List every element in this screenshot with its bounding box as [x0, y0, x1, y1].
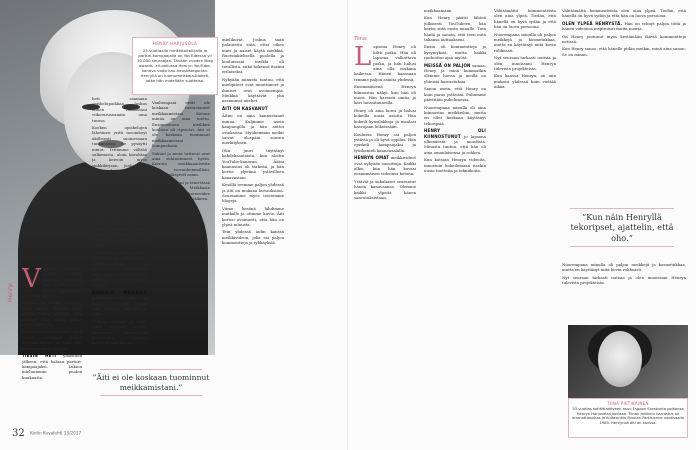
- col2-paragraph-2: Koeken opiskelujen lähetinen yritti meomheyt äkillisesti suomessaan tunkanseen. Se pysäytti minut. Yritämme välttää sulkemista, aloin kiiruhtaa ja kerroin myös sinkkikirjaan, jonka hän saattoi selvittää.: [92, 125, 147, 174]
- col2-paragraph-6-text: kouluaikoinani, koulussa kellossa, luokassa. Kaiken tein mieleni mukaan ja kuljin.: [92, 295, 147, 317]
- caption-title: HENRY HARJUSOLA: [152, 41, 198, 46]
- col8-paragraph-1: Välittämättä kommenteista olen aina ylpeä. Tiedän, että hänellä on hyvä sydän ja että hän on luova persoona.: [562, 8, 686, 19]
- column-left-2: [92, 96, 147, 361]
- tiina-caption-box: [568, 398, 688, 438]
- pull-quote-right: ”Kun näin Henryllä tekoripset, ajattelin, että oho.”: [560, 205, 684, 250]
- col4-paragraph-6: Kesällä teemme paljon yhdessä ja äiti on mukana kuvauksissa. Seuraamme myös toistemme blogeja.: [222, 182, 284, 204]
- col5-paragraph-5-text: meikkivideot ovat nykyään suosittuja. Kaikki alkoi, kun hän kuvasi ensimmäisen videonsa kotona.: [354, 155, 416, 177]
- col6-paragraph-6: Nuorempana minulla oli aina kiinnostus meikkeihin, mutta en ollut koskaan käyttänyt tekoripsiä.: [424, 104, 486, 126]
- col6-paragraph-3: Ensin oli kommentteja ja kysymyksiä, mutta kaikki rauhoittui ajan myötä.: [424, 44, 486, 61]
- col8-subhead: OLEN YLPEÄ HENRYSTÄ.: [562, 20, 623, 26]
- col2-paragraph-1: heti saamaan opiskelupaikkaa. Joskus ennen luokassani viikoturuseamiin oma tuossa.: [92, 96, 147, 123]
- col2-paragraph-7: Uhkuin, kouluni ja teini-iässä tyttöjen tavalla. Meikkasin esimerkiksi kavereiden kanssa koulutuntien jälkeen.: [92, 318, 147, 346]
- pull-quote-left: ”Äiti ei ole koskaan tuominnut meikkamistani.”: [92, 366, 210, 399]
- column-right-3: [494, 8, 556, 428]
- col8-paragraph-2: [562, 21, 686, 32]
- col4-paragraph-8: Tein yhdessä äidin kanssa meikkivideon, joka sai paljon kommentteja ja tykkäyksiä.: [222, 229, 284, 246]
- col6-paragraph-5: Sanon usein, että Henry on kuin paras ystäväni. Puhumme päivittäin puhelimessa.: [424, 86, 486, 103]
- col8-paragraph-2-text: Hän on tehnyt paljon töitä ja hänen videonsa inspiroivat muita nuoria.: [562, 20, 686, 32]
- tiina-face: [598, 331, 642, 387]
- col5-paragraph-1-text: apsena Henry oli kiltti poika. Hän oli lapsena valloittava poika, ja hän halusi aina olla mukana kaikessa. Hänen kanssaan teimme paljon asioita yhdessä.: [354, 44, 416, 82]
- column-right-4b: [562, 262, 686, 322]
- dropcap: V: [22, 266, 41, 294]
- col2-paragraph-6: [92, 290, 147, 317]
- page-gutter: [347, 0, 348, 450]
- tiina-label: Tiina:: [354, 36, 368, 42]
- issue-number: 13/2017: [63, 430, 82, 436]
- henry-subhead-tiesin: TIESIN HETI: [22, 353, 57, 359]
- col6-subhead-2: HENRY OLI KIINNOSTUNUT: [424, 128, 486, 139]
- magazine-name: Kodin Kuvalehti: [30, 430, 63, 436]
- col4-paragraph-1: mielikuvat. Joskus saan palautetta siitä, ettei oikea mies ja naiset käytä meikkiä. Ruotsinkielisellä puolella ja kouluissani meikki oli tavallista, enkä kokenut itseäni erilaiseksi.: [222, 37, 284, 75]
- col6-paragraph-8: Kun katsoin Henryn videoita, innostuin kokeilemaan itsekin uusia tuotteita ja tekniikoita.: [424, 157, 486, 173]
- col7-paragraph-2: Nuorempana minulla oli paljon meikkejä ja kosmetiikkaa, mutta en käyttänyt niitä kovin rohkeasti.: [494, 31, 556, 53]
- col5-paragraph-5: [354, 155, 416, 177]
- col9-paragraph-1: Nuorempana minulla oli paljon meikkejä ja kosmetiikkaa, mutta en käyttänyt niitä kovin rohkeasti.: [562, 262, 686, 273]
- col4-paragraph-7: Viime kesänä lähdimme matkalle ja otimme kuvia. Äiti kertoo avoimesti, että hän on ylpeä minusta.: [222, 205, 284, 227]
- column-left-4: [222, 37, 284, 425]
- col6-paragraph-4: [424, 63, 486, 85]
- col2-paragraph-4: Lapsena olin kaksoisveli ja halusi hän kanssa ja kaikkien kanssa yhteistä ulkona. Henry ja minä kävimme ulkona joka viikonloppu kerhossa ja illalla.: [92, 210, 147, 248]
- col6-paragraph-7-text: jo lapsena ulkonäöstä ja muodista. Minusta tuntuu, että hän oli aina omanlaisensa ja rohkea.: [424, 133, 486, 155]
- col5-paragraph-6: Ystävät ja sukulaiset seuraavat hänen kanavaansa. Olemme kaikki ylpeitä hänen saavutuksistaan.: [354, 178, 416, 200]
- col7-paragraph-1: Välittämättä kommenteista olen aina ylpeä. Tiedän, että hänellä on hyvä sydän ja että hän on luova persoona.: [494, 8, 556, 30]
- col3-paragraph-3: Uhkuin, kouluni ja teini-iässä tyttöjen tavalla. Meikkasin esimerkiksi kavereiden kanssa koulutuntien jälkeen.: [152, 179, 210, 201]
- caption-text: 25-vuotiaalla meikkitaiteilijalla ja parturi-kampaajalla on YouTubessa yli 30 000 seuraajaa. Tänään vuoden Blog awards -kil-pailussa Henryn YouTube-kanava voitti kau-neuskategorian. Henryllä on luomumeikkeja-bloketi, jotka hän midellään suotteisa.: [137, 48, 213, 83]
- column-henry-left: [22, 266, 82, 424]
- tiina-photo: [568, 325, 688, 400]
- col8-paragraph-4: Kun Henry sanoo, että hänelle pidän meikin, minä aina sanon: Se on minun.: [562, 46, 686, 57]
- column-left-3: [152, 100, 210, 355]
- tiina-caption-text: 53-vuotias kotiäitiadityeen asuu Espoon Sorakunta pojkansa Henryn Harjusolan kodissa. Tiinan mikkein harrastus on ammattiasukas ja Kultasinkin Porolan Partisienne vuotisaalla 1985. Henrynsä äiti on kanssa.: [572, 407, 684, 426]
- col9-paragraph-2: Nyt seuraan tarkasti uutisia ja olen innoissani Henryn tulevista projekteista.: [562, 274, 686, 286]
- col6-paragraph-2: Kun Henry päätti lähteä julkisesti YouTubeen, hän kertoi siitä ensin minulle. Tuin häntä ja sanoin, että teen mitä tahansa auttaakseni.: [424, 15, 486, 43]
- col5-paragraph-1: [354, 44, 416, 82]
- col4-paragraph-5: Olin juuri täyttänyt kahdeksantoista, kun aloitin YouTube-kanavan. Äitini kannustus oli tärkeää, ja hän kertoi ylpeänä ystävilleen kanavastani.: [222, 147, 284, 180]
- page-number: 32: [12, 428, 25, 439]
- col6-paragraph-4-text: samaa. Henry ja minä kummatkin olemme luovia ja meillä on yhteisiä harrastuksia.: [424, 62, 486, 84]
- page-footer: [12, 428, 81, 439]
- henry-paragraph-1: [22, 266, 82, 298]
- col5-subhead: HENRYN OMAT: [354, 155, 390, 161]
- col2-paragraph-3: Kuokoma toivini etenen kuormaan, ja mikäli Henry pani kankeasti hiukseni ja halusin vielä saada kuvia yhdessä, siellä jotain poltettavaa.: [92, 175, 147, 208]
- tiina-start: [354, 36, 416, 42]
- henry-paragraph-3: Sitten päivällä pidimme tapaa sanoa tsaolikiini pitkää kävelyä. Kotona en juuri ollut kiinnostunut ja pelasin.: [22, 329, 82, 351]
- col4-paragraph-2: Nykyään minusta tuntuu, että mielipiteet ovat muuttuneet ja ihmiset ovat avoimempia. Meikkiä käyttävät yhä useammat miehet.: [222, 76, 284, 104]
- henry-paragraph-1-text: arhaisin muistoni äidistä liittyy johonkin asemaan, kun hän veisi minua päiväkotiin ja koulun portille.: [22, 266, 82, 299]
- col6-subhead: MEISSÄ ON PALJON: [424, 62, 471, 68]
- col5-paragraph-3: Henry oli aina luova ja halusi kokeilla uusia asioita. Hän kokeili kynsilakkoja ja maalasi kasvojaan leikeissään.: [354, 107, 416, 130]
- tiina-dropcap: L: [354, 42, 372, 73]
- col4-paragraph-3: [222, 106, 284, 111]
- column-right-1: [354, 36, 416, 426]
- col2-paragraph-5: Aloin myös seurata ystäviä, toimittajia ja hakukoneita, leikkikaupunkia ja tietokoneita. Kuvauksen hän ohjasi sydämellisesti. Pidimme oikeasti kaikkia lahjoja.: [92, 249, 147, 288]
- henry-caption-box: [132, 37, 218, 95]
- henry-paragraph-4-text: ylaastoon jälkeen, että haluan parturi-kampaajaksi. Lukion mieluummin puolen kuukautta.: [22, 353, 82, 380]
- vertical-name: Henry:: [7, 282, 14, 302]
- column-right-4: [562, 8, 686, 198]
- col6-paragraph-7: [424, 128, 486, 155]
- col7-paragraph-3: Nyt seuraan tarkasti uutisia ja olen innoissani Henryn tulevista projekteista.: [494, 55, 556, 72]
- col3-paragraph-1: Vanhempani eivät ole koskaan vastustaneet meikkaamistani. Kotona minua on aina tuettu. Ensimmäinen meikkini kouluun oli ripsiväri. Äiti ei ole koskaan tuominnut meikkaamistani kumpaakaan.: [152, 100, 210, 149]
- col8-paragraph-3: On Henry joutunut myös kestämään ikäviä kommentteja netissä.: [562, 33, 686, 45]
- col4-subhead: ÄITI ON KASVANUT: [222, 105, 268, 111]
- col2-subhead: KOKEILIN MEIKKEJÄ: [92, 289, 147, 295]
- henry-paragraph-4: [22, 353, 82, 380]
- column-right-2: [424, 8, 486, 428]
- col3-paragraph-2: Sukuni ja muut tuttavat ovat aina suhtautuneet hyvin. Kerroin meikkaamisesta myös isovanhemmilleni, jotka hyväksyivät asian.: [152, 150, 210, 178]
- col6-paragraph-1: meikkaamaan.: [424, 8, 453, 13]
- col5-paragraph-4: Koulussa Henry sai paljon ystäviä ja oli hyvä oppilas. Hän opiskeli kampaajaksi ja työskenteli kauneusalalla.: [354, 131, 416, 153]
- col4-paragraph-4: Äitini on aina kannustanut minua. Kuljimme usein kaupungilla ja hän auttoi ostoksissa. Myöhemmin meikit saivat ulospäin suuren merkityksen.: [222, 113, 284, 146]
- col7-paragraph-4: Kun kanssa Henryn, on niin mukava yhdessä kuin viettää aikaa.: [494, 73, 556, 90]
- henry-paragraph-2: Maahan on saturat ensilumi, joten tunsin stenoloi, että polkka baaia mekkin. Joka päivänä hän odotti minua lastennurkassa.: [22, 300, 82, 328]
- tiina-caption-title: TIINA PIETIKÄINEN: [607, 401, 649, 406]
- col5-paragraph-2: Ensimmäisenä Henryn kiinnostus näkyi, kun hän oli nuori. Hän harrasti uintia ja kävi tanssitunneilla.: [354, 84, 416, 106]
